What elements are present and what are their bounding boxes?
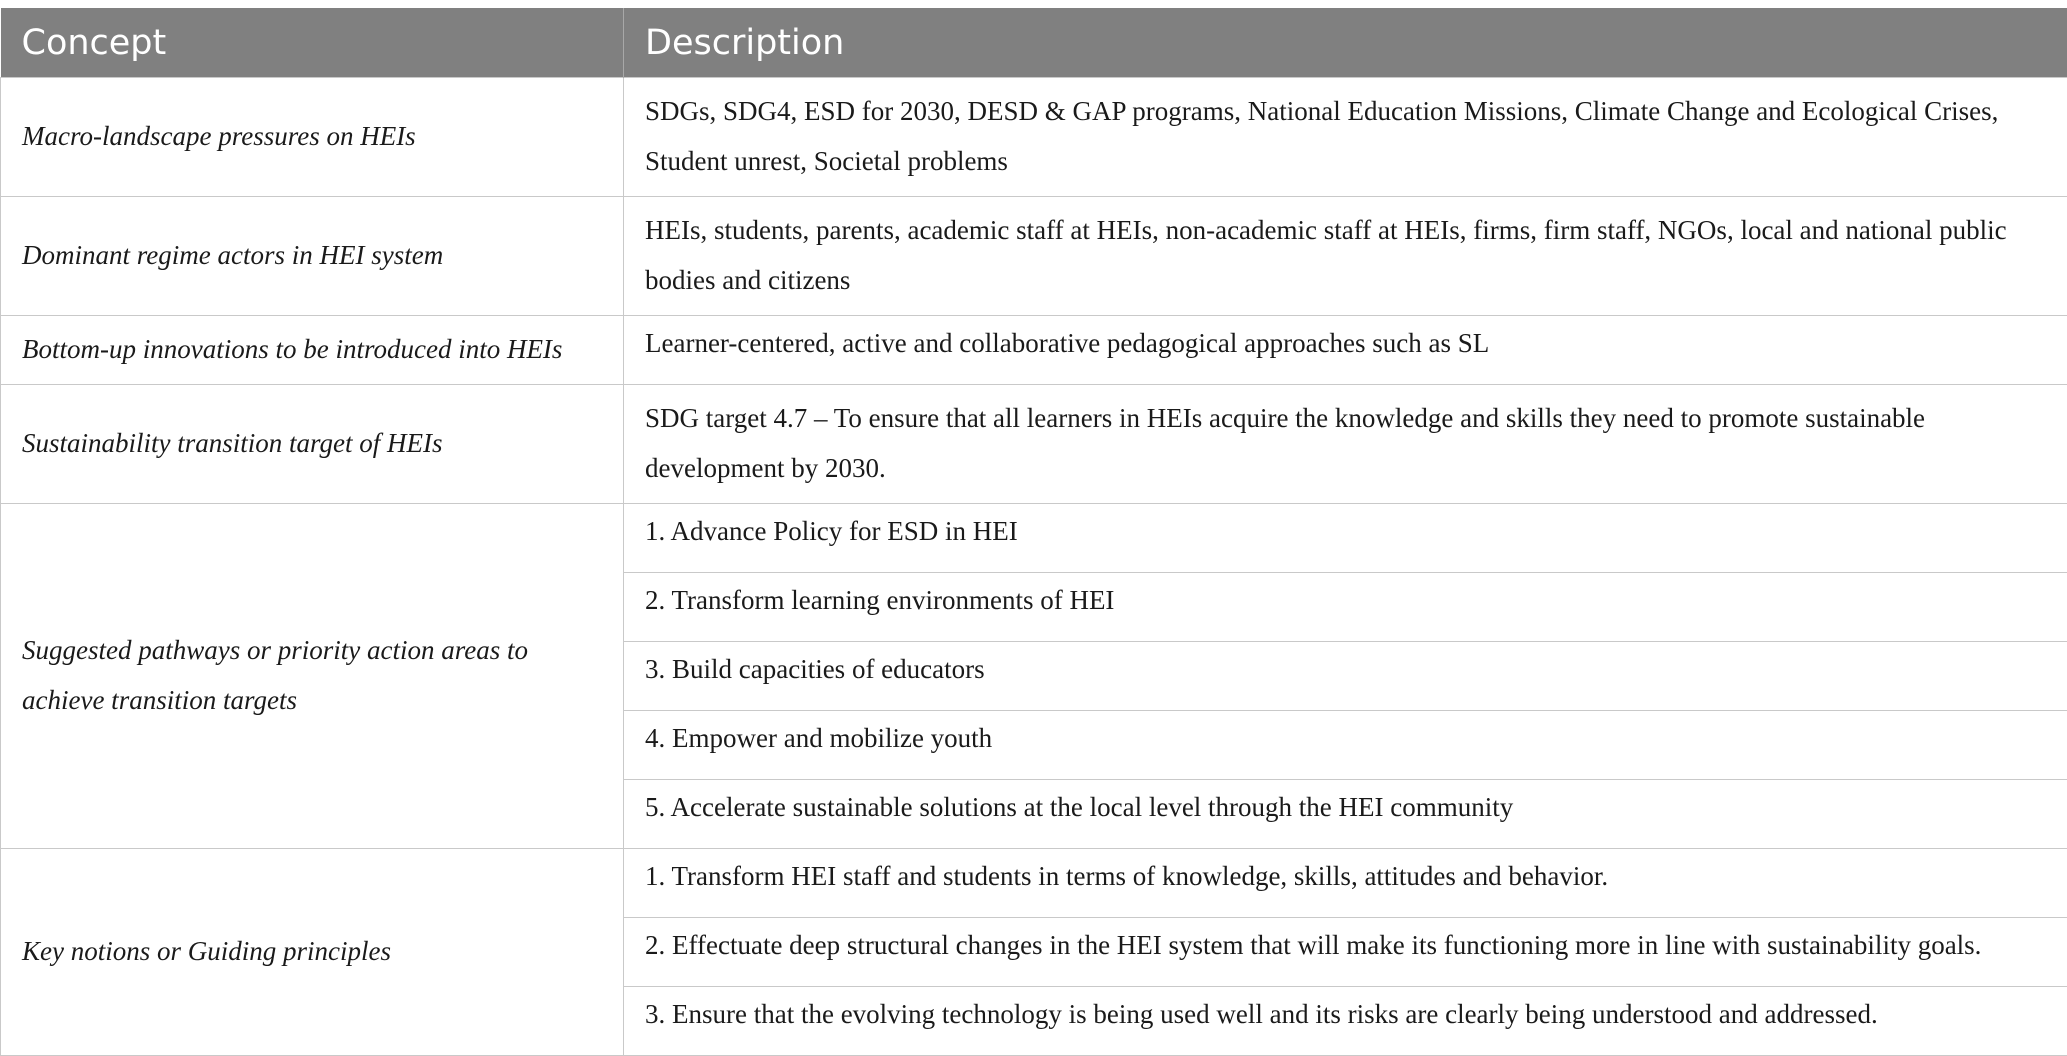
- description-item-cell: 3. Ensure that the evolving technology is being used well and its risks are clearly being understood and addressed.: [624, 987, 2067, 1056]
- table-row: [1, 78, 2067, 197]
- table-row: [1, 316, 2067, 385]
- concept-table-container: [0, 8, 2067, 1056]
- concept-cell: Dominant regime actors in HEI system: [1, 197, 624, 316]
- description-item-cell: 1. Transform HEI staff and students in terms of knowledge, skills, attitudes and behavior.: [624, 849, 2067, 918]
- table-row: [1, 504, 2067, 573]
- description-item-cell: 2. Transform learning environments of HEI: [624, 573, 2067, 642]
- description-item-cell: 2. Effectuate deep structural changes in the HEI system that will make its functioning more in line with sustainability goals.: [624, 918, 2067, 987]
- concept-cell: Sustainability transition target of HEIs: [1, 385, 624, 504]
- description-item-cell: 3. Build capacities of educators: [624, 642, 2067, 711]
- concept-cell: Suggested pathways or priority action areas to achieve transition targets: [1, 504, 624, 849]
- concept-cell: Macro-landscape pressures on HEIs: [1, 78, 624, 197]
- description-cell: SDG target 4.7 – To ensure that all learners in HEIs acquire the knowledge and skills they need to promote sustainable development by 2030.: [624, 385, 2067, 504]
- concept-table: [0, 8, 2067, 1056]
- description-item-cell: 1. Advance Policy for ESD in HEI: [624, 504, 2067, 573]
- header-description: Description: [624, 8, 2067, 78]
- table-row: [1, 197, 2067, 316]
- table-row: [1, 385, 2067, 504]
- header-concept: Concept: [1, 8, 624, 78]
- table-header-row: [1, 8, 2067, 78]
- description-item-cell: 5. Accelerate sustainable solutions at the local level through the HEI community: [624, 780, 2067, 849]
- table-row: [1, 849, 2067, 918]
- concept-cell: Key notions or Guiding principles: [1, 849, 624, 1056]
- description-cell: Learner-centered, active and collaborative pedagogical approaches such as SL: [624, 316, 2067, 385]
- description-cell: SDGs, SDG4, ESD for 2030, DESD & GAP programs, National Education Missions, Climate Change and Ecological Crises, Student unrest, Societal problems: [624, 78, 2067, 197]
- description-item-cell: 4. Empower and mobilize youth: [624, 711, 2067, 780]
- concept-cell: Bottom-up innovations to be introduced into HEIs: [1, 316, 624, 385]
- description-cell: HEIs, students, parents, academic staff at HEIs, non-academic staff at HEIs, firms, firm staff, NGOs, local and national public bodies and citizens: [624, 197, 2067, 316]
